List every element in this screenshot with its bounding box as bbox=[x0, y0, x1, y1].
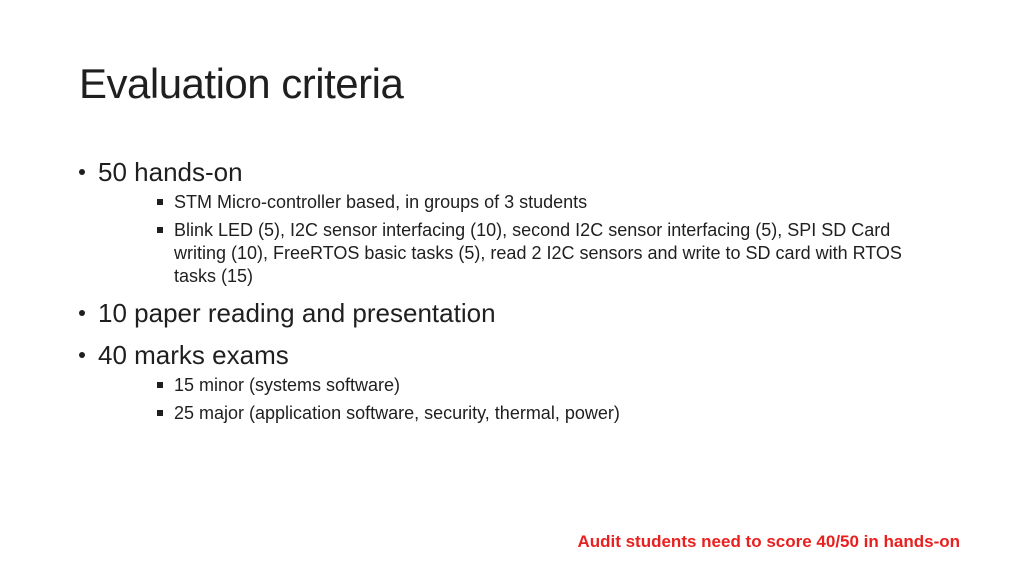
sub-bullet-item bbox=[98, 374, 949, 397]
bullet-label: 10 paper reading and presentation bbox=[98, 298, 496, 328]
square-bullet-icon bbox=[157, 199, 163, 205]
sub-bullet-text: STM Micro-controller based, in groups of 3 students bbox=[174, 192, 588, 212]
sub-bullet-text: 15 minor (systems software) bbox=[174, 375, 401, 395]
sub-bullet-list bbox=[98, 374, 949, 425]
bullet-list bbox=[79, 155, 949, 425]
slide-title: Evaluation criteria bbox=[79, 60, 404, 107]
slide-content bbox=[79, 155, 949, 433]
bullet-dot-icon bbox=[79, 352, 85, 358]
bullet-dot-icon bbox=[79, 169, 85, 175]
sub-bullet-item bbox=[98, 402, 949, 425]
bullet-label: 40 marks exams bbox=[98, 340, 289, 370]
bullet-paper-reading bbox=[79, 296, 949, 330]
sub-bullet-text: 25 major (application software, security, thermal, power) bbox=[174, 403, 620, 423]
square-bullet-icon bbox=[157, 227, 163, 233]
sub-bullet-item bbox=[98, 219, 949, 288]
sub-bullet-text: Blink LED (5), I2C sensor interfacing (10), second I2C sensor interfacing (5), SPI SD Card writing (10), FreeRTOS basic tasks (5), read 2 I2C sensors and write to SD card with RTOS tasks (15) bbox=[174, 220, 902, 286]
sub-bullet-list bbox=[98, 191, 949, 288]
bullet-exams bbox=[79, 338, 949, 425]
bullet-hands-on bbox=[79, 155, 949, 288]
bullet-dot-icon bbox=[79, 310, 85, 316]
square-bullet-icon bbox=[157, 382, 163, 388]
bullet-label: 50 hands-on bbox=[98, 157, 243, 187]
audit-note: Audit students need to score 40/50 in hands-on bbox=[577, 532, 960, 551]
sub-bullet-item bbox=[98, 191, 949, 214]
square-bullet-icon bbox=[157, 410, 163, 416]
